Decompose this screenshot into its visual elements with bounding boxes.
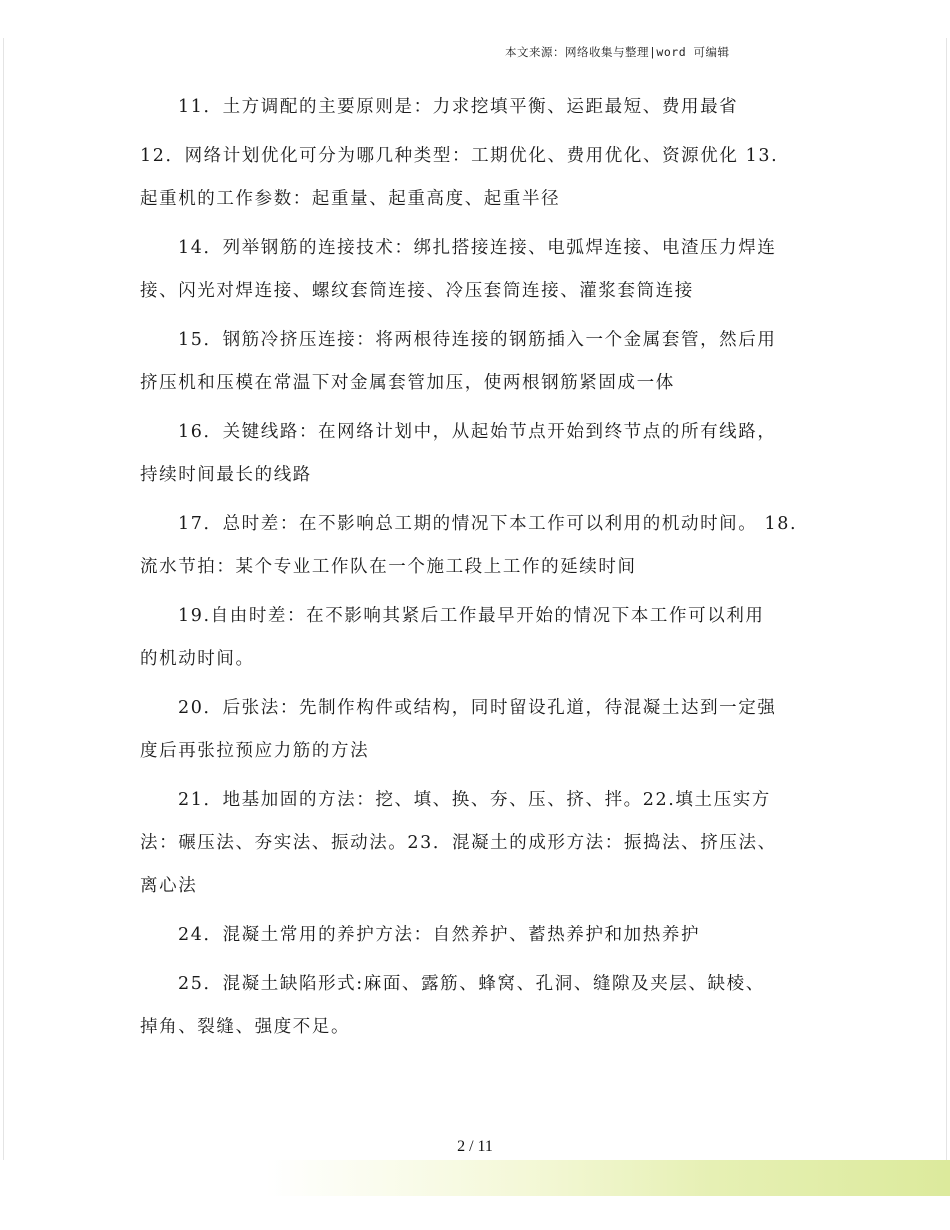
text-line: 持续时间最长的线路: [140, 465, 312, 485]
text-line: 的机动时间。: [140, 649, 255, 669]
page-edge-left: [3, 38, 4, 1195]
text-line: 接、闪光对焊连接、螺纹套筒连接、冷压套筒连接、灌浆套筒连接: [140, 281, 694, 301]
text-line: 11．土方调配的主要原则是：力求挖填平衡、运距最短、费用最省: [178, 97, 739, 117]
text-line: 挤压机和压模在常温下对金属套管加压，使两根钢筋紧固成一体: [140, 373, 675, 393]
page-number: 2 / 11: [457, 1138, 493, 1155]
paragraph-24: [140, 914, 830, 957]
text-line: 17．总时差：在不影响总工期的情况下本工作可以利用的机动时间。 18.: [178, 514, 798, 534]
paragraph-17: [140, 503, 830, 589]
text-line: 19.自由时差：在不影响其紧后工作最早开始的情况下本工作可以利用: [178, 606, 765, 626]
text-line: 离心法: [140, 876, 198, 896]
paragraph-14: [140, 227, 830, 313]
text-line: 25．混凝土缺陷形式:麻面、露筋、蜂窝、孔洞、缝隙及夹层、缺棱、: [178, 974, 765, 994]
paragraph-12: [140, 135, 830, 221]
text-line: 14．列举钢筋的连接技术：绑扎搭接连接、电弧焊连接、电渣压力焊连: [178, 238, 777, 258]
page-header-source: 本文来源：网络收集与整理|word 可编辑: [505, 45, 730, 59]
paragraph-11: [140, 86, 830, 129]
paragraph-21: [140, 779, 830, 908]
text-line: 流水节拍：某个专业工作队在一个施工段上工作的延续时间: [140, 557, 637, 577]
paragraph-15: [140, 319, 830, 405]
text-line: 16．关键线路：在网络计划中，从起始节点开始到终节点的所有线路，: [178, 422, 777, 442]
text-line: 12．网络计划优化可分为哪几种类型：工期优化、费用优化、资源优化 13.: [140, 146, 779, 166]
text-line: 掉角、裂缝、强度不足。: [140, 1017, 351, 1037]
page-edge-right: [946, 38, 947, 1195]
paragraph-19: [140, 595, 830, 681]
paragraph-20: [140, 687, 830, 773]
text-line: 24．混凝土常用的养护方法：自然养护、蓄热养护和加热养护: [178, 925, 701, 945]
footer-decorative-band: [0, 1160, 950, 1196]
text-line: 度后再张拉预应力筋的方法: [140, 741, 370, 761]
paragraph-16: [140, 411, 830, 497]
text-line: 20．后张法：先制作构件或结构，同时留设孔道，待混凝土达到一定强: [178, 698, 777, 718]
paragraph-25: [140, 963, 830, 1049]
text-line: 法：碾压法、夯实法、振动法。23．混凝土的成形方法：振捣法、挤压法、: [140, 833, 777, 853]
document-body: [140, 86, 830, 1055]
text-line: 起重机的工作参数：起重量、起重高度、起重半径: [140, 189, 561, 209]
text-line: 21．地基加固的方法：挖、填、换、夯、压、挤、拌。22.填土压实方: [178, 790, 771, 810]
text-line: 15．钢筋冷挤压连接：将两根待连接的钢筋插入一个金属套管，然后用: [178, 330, 777, 350]
